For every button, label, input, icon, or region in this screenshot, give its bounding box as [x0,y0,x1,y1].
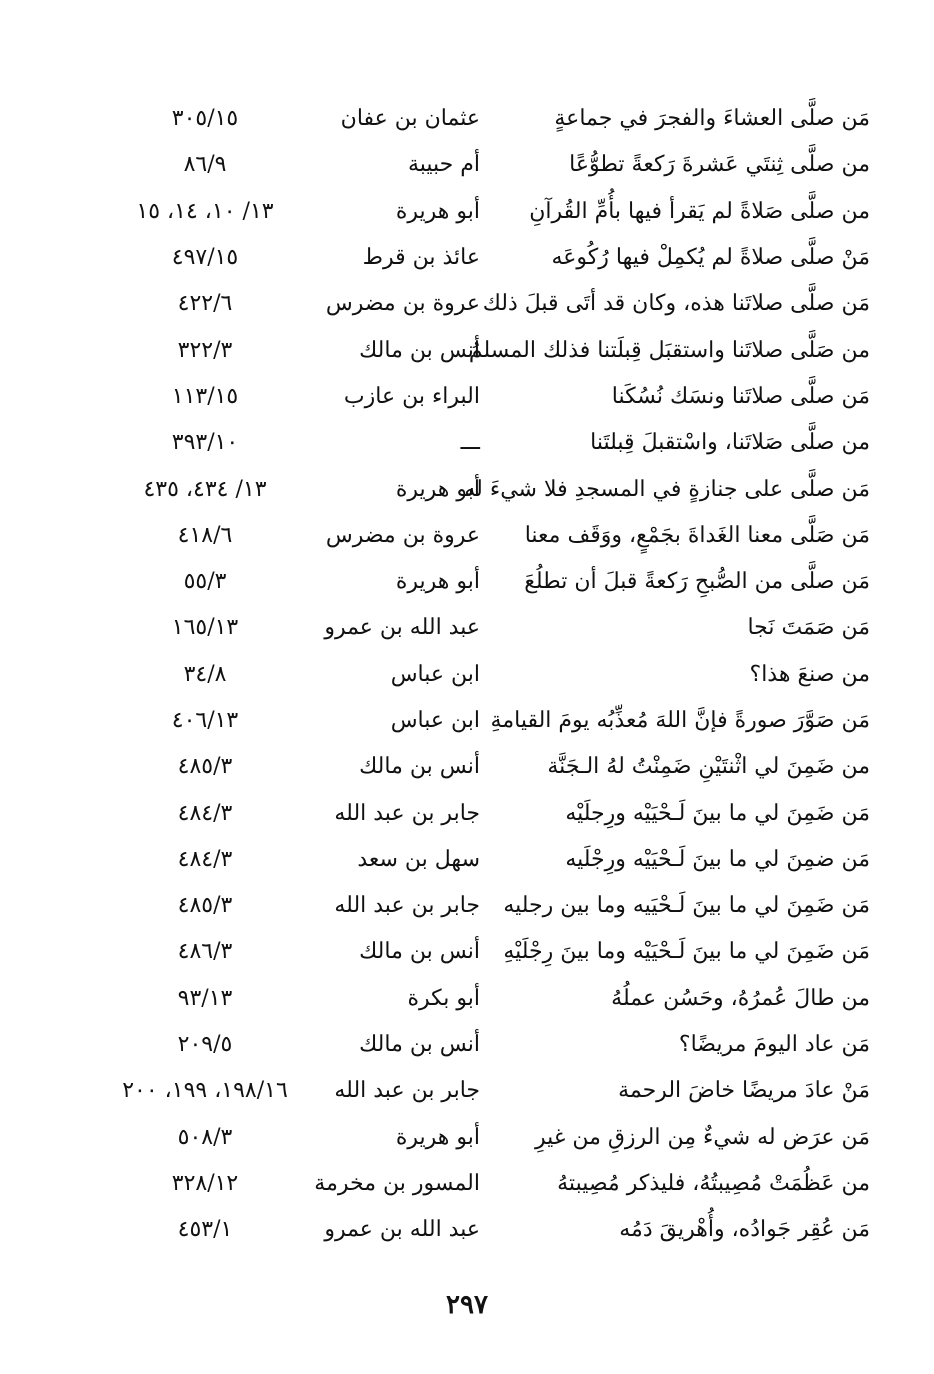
hadith-text: مَن ضَمِنَ لي ما بينَ لَـحْيَيْه وما بينَ رِجْلَيْهِ [503,939,870,965]
index-row [80,1022,870,1068]
hadith-text: مَن صَمَتَ نَجا [747,615,870,641]
hadith-text: من ضَمِنَ لي اثْنتَيْنِ ضَمِنْتُ لهُ الـجَنَّة [547,754,870,780]
narrator-name: عبد الله بن عمرو [324,1217,480,1243]
volume-page-reference: ١٩٨/١٦، ١٩٩، ٢٠٠ [122,1078,288,1104]
hadith-text: مَن صلَّى صلاتَنا هذه، وكان قد أتَى قبلَ ذلك [482,291,870,317]
volume-page-reference: ١١٣/١٥ [171,383,239,409]
index-row [80,744,870,790]
index-row [80,976,870,1022]
narrator-name: ابن عباس [390,708,480,733]
narrator-name: ابن عباس [390,661,480,687]
narrator-name: أبو هريرة [395,569,480,595]
narrator-name: عبد الله بن عمرو [324,615,480,641]
narrator-name: أم حبيبة [407,152,480,178]
narrator-name: أبو بكرة [407,985,480,1011]
index-row [80,374,870,420]
narrator-name: جابر بن عبد الله [334,1078,480,1104]
volume-page-reference: ٤٢٢/٦ [177,291,233,317]
index-row [80,559,870,605]
hadith-text: من صلَّى صَلاتَنا، واسْتقبلَ قِبلتَنا [590,430,870,456]
volume-page-reference: ٢٠٩/٥ [177,1032,233,1058]
page-number: ٢٩٧ [446,1290,488,1320]
hadith-text: من عَظُمَتْ مُصِيبتُهُ، فليذكر مُصِيبتهُ [557,1170,870,1196]
narrator-name: عروة بن مضرس [325,522,480,548]
index-row [80,1161,870,1207]
narrator-name: سهل بن سعد [357,846,480,872]
narrator-name: أنس بن مالك [359,939,480,965]
index-row [80,605,870,651]
volume-page-reference: ٤٩٧/١٥ [171,245,239,271]
volume-page-reference: ٤٨٤/٣ [177,800,233,826]
volume-page-reference: ١٦٥/١٣ [171,615,239,641]
index-row [80,1068,870,1114]
index-row [80,420,870,466]
hadith-text: مَن عرَض له شيءٌ مِن الرزقِ من غيرِ [535,1124,870,1150]
hadith-text: من صنعَ هذا؟ [749,661,870,687]
index-row [80,327,870,373]
hadith-text: مَن صلَّى صلاتَنا ونسَك نُسُكَنا [611,383,870,409]
narrator-name: عائذ بن قرط [362,245,480,271]
narrator-name: أنس بن مالك [359,754,480,780]
index-row [80,142,870,188]
hadith-text: من صلَّى صَلاةً لم يَقرأ فيها بأُمِّ القُرآنِ [529,198,870,224]
index-row [80,235,870,281]
narrator-name: أبو هريرة [395,476,480,502]
hadith-text: من صَلَّى صلاتَنا واستقبَل قِبلَتنا فذلك المسلمُ [468,337,870,363]
index-row [80,513,870,559]
volume-page-reference: ٤٨٦/٣ [177,939,233,965]
hadith-text: من صلَّى ثِنتَي عَشرةَ رَكعةً تطوُّعًا [569,152,870,178]
hadith-text: مَن صلَّى العشاءَ والفجرَ في جماعةٍ [554,106,870,132]
hadith-text: مَنْ عادَ مريضًا خاضَ الرحمة [618,1078,870,1104]
index-row [80,929,870,975]
hadith-text: مَن عاد اليومَ مريضًا؟ [678,1032,870,1058]
volume-page-reference: ٣٩٣/١٠ [171,430,239,456]
index-row [80,189,870,235]
volume-page-reference: ١٣/ ٤٣٤، ٤٣٥ [143,476,267,502]
hadith-text: مَن ضَمِنَ لي ما بينَ لَـحْيَيْه ورِجلَيْه [565,800,870,826]
hadith-text: مَنْ صلَّى صلاةً لم يُكمِلْ فيها رُكُوعَه [551,245,870,271]
hadith-text: مَن ضمِنَ لي ما بينَ لَـحْيَيْه ورِجْلَيه [565,846,870,872]
index-row [80,1115,870,1161]
index-row [80,1207,870,1253]
volume-page-reference: ٤١٨/٦ [177,522,233,548]
narrator-name: جابر بن عبد الله [334,800,480,826]
volume-page-reference: ٤٠٦/١٣ [171,708,239,733]
index-row [80,698,870,744]
narrator-name: المسور بن مخرمة [314,1170,480,1196]
volume-page-reference: ٩٣/١٣ [177,985,233,1011]
index-row [80,837,870,883]
hadith-index-table [80,96,870,1253]
volume-page-reference: ٤٨٥/٣ [177,893,233,919]
index-row [80,883,870,929]
hadith-text: مَن ضَمِنَ لي ما بينَ لَـحْيَيه وما بين رجليه [503,893,870,919]
narrator-name: عثمان بن عفان [340,106,480,132]
index-row [80,466,870,512]
hadith-text: مَن صلَّى من الصُّبحِ رَكعةً قبلَ أن تطلُعَ [524,569,870,595]
volume-page-reference: ٤٨٥/٣ [177,754,233,780]
volume-page-reference: ٥٥/٣ [183,569,227,595]
volume-page-reference: ٣٤/٨ [183,661,227,687]
volume-page-reference: ٨٦/٩ [183,152,227,178]
narrator-name: عروة بن مضرس [325,291,480,317]
hadith-text: مَن صلَّى على جنازةٍ في المسجدِ فلا شيءَ له [464,476,870,502]
narrator-name: أبو هريرة [395,1124,480,1150]
index-row [80,652,870,698]
volume-page-reference: ٣٢٨/١٢ [171,1170,239,1196]
hadith-text: مَن صَلَّى معنا الغَداةَ بجَمْعٍ، ووَقَف معنا [524,522,870,548]
narrator-name: أنس بن مالك [359,1032,480,1058]
index-row [80,96,870,142]
index-row [80,790,870,836]
hadith-text: مَن صَوَّرَ صورةً فإنَّ اللهَ مُعذِّبُه يومَ القيامةِ [490,708,870,733]
hadith-text: مَن عُقِر جَوادُه، وأُهْريقَ دَمُه [619,1217,870,1243]
hadith-text: من طالَ عُمرُهُ، وحَسُن عملُهُ [611,985,870,1011]
narrator-name: البراء بن عازب [343,383,480,409]
volume-page-reference: ٣٢٢/٣ [177,337,233,363]
volume-page-reference: ١٣/ ١٠، ١٤، ١٥ [136,198,274,224]
volume-page-reference: ٣٠٥/١٥ [171,106,239,132]
volume-page-reference: ٤٥٣/١ [177,1217,233,1243]
narrator-name: ـــ [460,430,480,456]
index-row [80,281,870,327]
narrator-name: أبو هريرة [395,198,480,224]
narrator-name: جابر بن عبد الله [334,893,480,919]
volume-page-reference: ٤٨٤/٣ [177,846,233,872]
volume-page-reference: ٥٠٨/٣ [177,1124,233,1150]
narrator-name: أنس بن مالك [359,337,480,363]
